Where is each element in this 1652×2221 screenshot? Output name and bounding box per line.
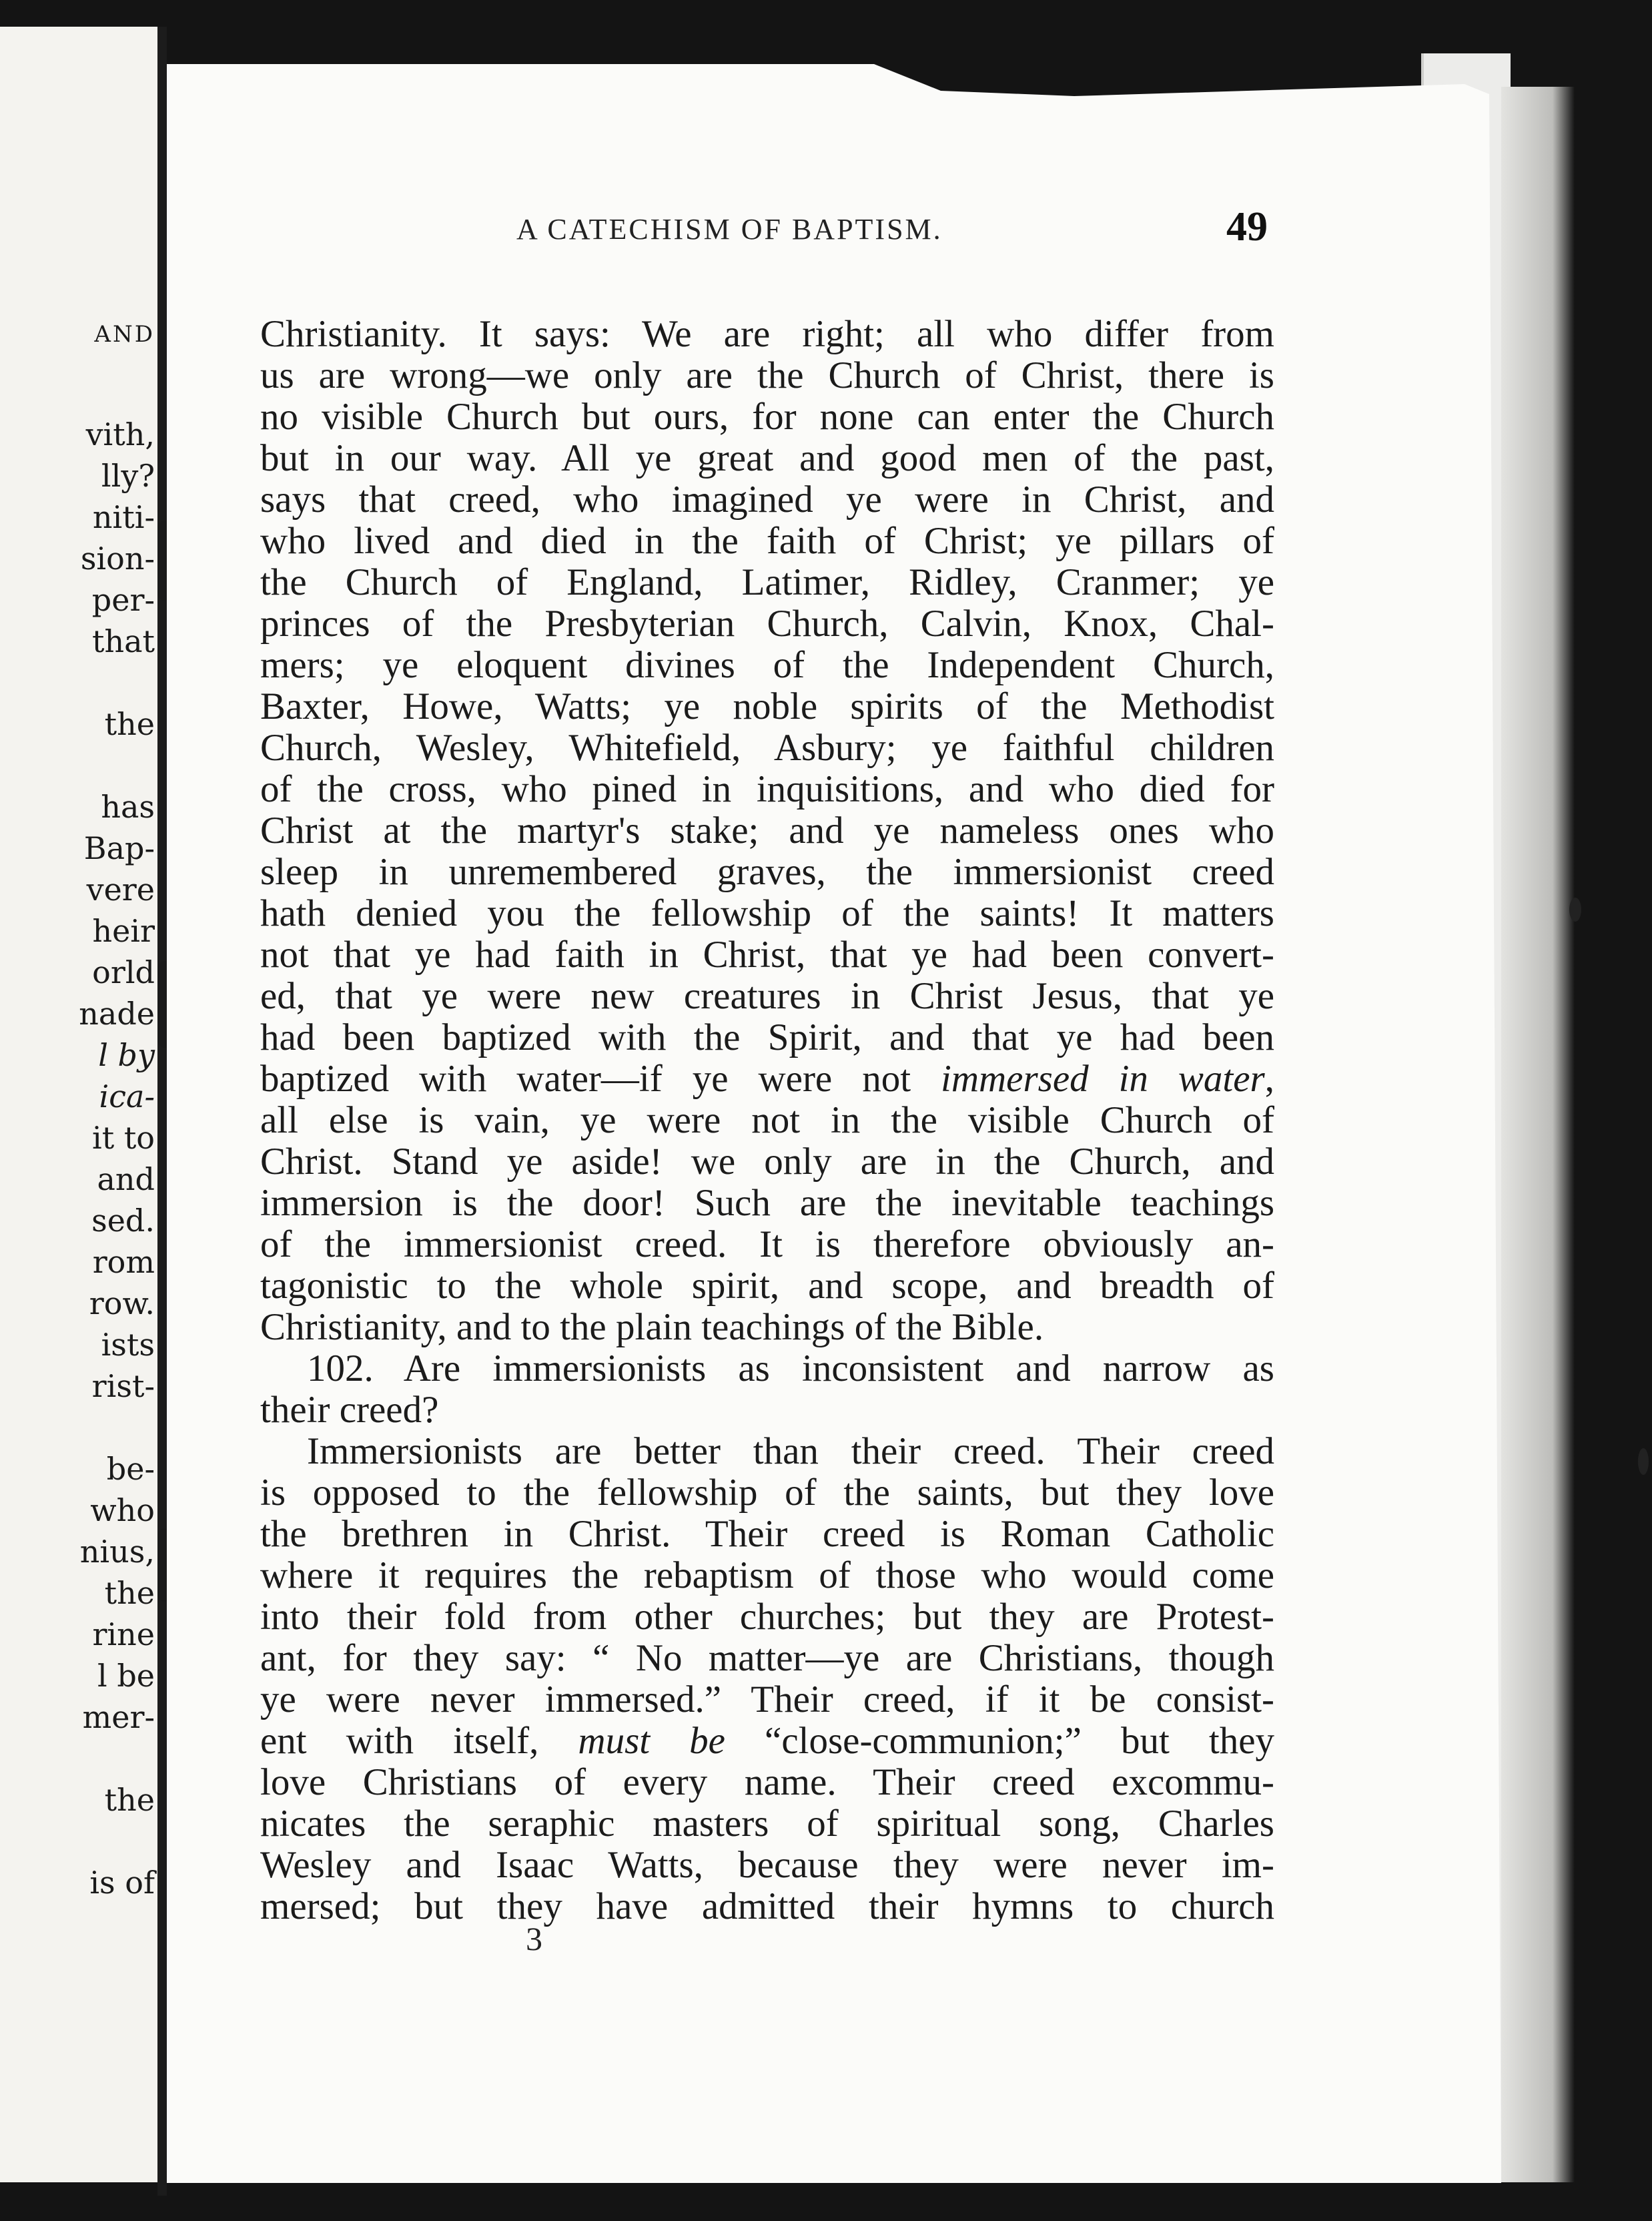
body-text: [260, 314, 1274, 1927]
question-line: their creed?: [260, 1389, 439, 1431]
text-line: sleep in unremembered graves, the immersionist creed: [260, 851, 1274, 893]
answer-line: the brethren in Christ. Their creed is Roman Catholic: [260, 1513, 1274, 1555]
text-line: says that creed, who imagined ye were in Christ, and: [260, 479, 1274, 521]
running-head: A CATECHISM OF BAPTISM.: [516, 213, 943, 246]
question-line: 102. Are immersionists as inconsistent and narrow as: [307, 1347, 1274, 1389]
left-page-fragment: nade: [79, 996, 155, 1032]
text-line: baptized with water—if ye were not immersed in water,: [260, 1058, 1274, 1100]
left-page-fragment: vith,: [85, 416, 155, 452]
text-line: princes of the Presbyterian Church, Calvin, Knox, Chal-: [260, 603, 1274, 645]
left-page-fragment: l by: [98, 1037, 155, 1073]
left-page-fragment: row.: [89, 1285, 155, 1321]
left-page-fragment: that: [91, 623, 155, 659]
signature-mark: 3: [526, 1920, 542, 1957]
left-page-fragment: has: [101, 789, 155, 825]
text-line: had been baptized with the Spirit, and that ye had been: [260, 1016, 1274, 1058]
left-page-fragment: nius,: [79, 1534, 155, 1570]
left-page-fragment: rom: [92, 1244, 155, 1280]
answer-line: love Christians of every name. Their creed excommu-: [260, 1761, 1274, 1803]
text-line: no visible Church but ours, for none can enter the Church: [260, 396, 1274, 438]
left-page-fragment: Bap-: [83, 830, 155, 866]
ink-blot: [1638, 1448, 1649, 1475]
text-line: mers; ye eloquent divines of the Independent Church,: [260, 644, 1274, 686]
left-page-fragment: heir: [92, 913, 155, 949]
text-line: not that ye had faith in Christ, that ye had been convert-: [260, 934, 1274, 976]
text-line: of the cross, who pined in inquisitions, and who died for: [260, 768, 1274, 810]
answer-line: where it requires the rebaptism of those who would come: [260, 1554, 1274, 1596]
left-page-fragment: mer-: [82, 1699, 155, 1735]
left-page-fragment: per-: [91, 582, 155, 618]
text-line: who lived and died in the faith of Christ; ye pillars of: [260, 520, 1274, 562]
left-page-fragment: the: [104, 1575, 155, 1611]
ink-blot: [1569, 898, 1581, 922]
text-line: immersion is the door! Such are the inevitable teachings: [260, 1182, 1274, 1224]
text-line: us are wrong—we only are the Church of Christ, there is: [260, 354, 1274, 396]
left-page-fragment: who: [90, 1492, 155, 1528]
text-line: Church, Wesley, Whitefield, Asbury; ye faithful children: [260, 727, 1274, 769]
left-page-fragment: the: [104, 1782, 155, 1818]
left-page-fragment: sed.: [91, 1203, 155, 1239]
left-page-fragment: niti-: [92, 499, 155, 535]
left-page-fragment: rine: [92, 1616, 155, 1652]
book-gutter: [157, 27, 167, 2196]
left-page-fragment: rist-: [91, 1368, 155, 1404]
text-line: the Church of England, Latimer, Ridley, Cranmer; ye: [260, 561, 1274, 603]
left-page-fragment: ica-: [99, 1078, 155, 1115]
answer-line: is opposed to the fellowship of the saints, but they love: [260, 1472, 1274, 1514]
text-line: all else is vain, ye were not in the visible Church of: [260, 1099, 1274, 1141]
left-page-fragment: sion-: [80, 541, 155, 577]
left-facing-page: [0, 27, 157, 2182]
left-page-fragment: orld: [92, 954, 155, 990]
left-page-fragment: and: [97, 1161, 155, 1197]
text-line: ed, that ye were new creatures in Christ Jesus, that ye: [260, 975, 1274, 1017]
answer-line: mersed; but they have admitted their hymns to church: [260, 1885, 1274, 1927]
left-page-fragment: is of: [89, 1865, 155, 1901]
left-page-fragment: l be: [97, 1658, 155, 1694]
text-line: hath denied you the fellowship of the saints! It matters: [260, 892, 1274, 934]
answer-line: Immersionists are better than their creed. Their creed: [307, 1430, 1274, 1472]
answer-line: nicates the seraphic masters of spiritual song, Charles: [260, 1803, 1274, 1845]
text-line: Christianity, and to the plain teachings of the Bible.: [260, 1306, 1044, 1348]
left-page-fragment: lly?: [101, 458, 155, 494]
text-line: Christianity. It says: We are right; all who differ from: [260, 313, 1274, 355]
left-page-fragment: ists: [101, 1327, 155, 1363]
text-line: tagonistic to the whole spirit, and scope, and breadth of: [260, 1265, 1274, 1307]
left-page-fragment: AND: [94, 321, 155, 348]
left-page-fragment: the: [104, 706, 155, 742]
answer-line: Wesley and Isaac Watts, because they were never im-: [260, 1844, 1274, 1886]
text-line: but in our way. All ye great and good men of the past,: [260, 437, 1274, 479]
text-line: of the immersionist creed. It is therefore obviously an-: [260, 1223, 1274, 1265]
page-curl-shadow: [1501, 87, 1575, 2182]
answer-line: into their fold from other churches; but they are Protest-: [260, 1596, 1274, 1638]
answer-line: ent with itself, must be “close-communion;” but they: [260, 1720, 1274, 1762]
page-number: 49: [1226, 204, 1268, 250]
text-line: Baxter, Howe, Watts; ye noble spirits of the Methodist: [260, 685, 1274, 727]
answer-line: ye were never immersed.” Their creed, if it be consist-: [260, 1678, 1274, 1720]
text-line: Christ at the martyr's stake; and ye nameless ones who: [260, 810, 1274, 852]
left-page-fragment: it to: [92, 1120, 155, 1156]
answer-line: ant, for they say: “ No matter—ye are Christians, though: [260, 1637, 1274, 1679]
text-line: Christ. Stand ye aside! we only are in the Church, and: [260, 1141, 1274, 1183]
left-page-fragment: be-: [106, 1451, 155, 1487]
left-page-fragment: vere: [86, 872, 155, 908]
